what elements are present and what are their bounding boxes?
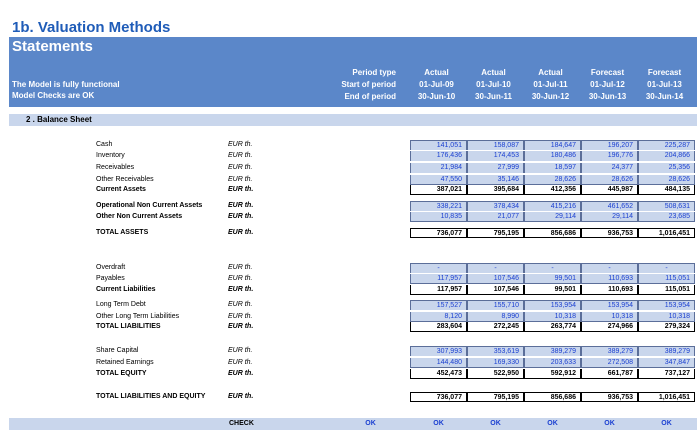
unit-label: EUR th. bbox=[228, 275, 253, 282]
value-cell: 737,127 bbox=[638, 369, 695, 379]
unit-label: EUR th. bbox=[228, 313, 253, 320]
row-label-current-assets: Current Assets bbox=[96, 186, 146, 193]
value-cell: 856,686 bbox=[524, 228, 581, 238]
end-date-actual-3: 30-Jun-12 bbox=[531, 92, 570, 101]
value-cell: 28,626 bbox=[524, 175, 581, 185]
unit-label: EUR th. bbox=[228, 176, 253, 183]
end-of-period-label: End of period bbox=[344, 92, 396, 101]
unit-label: EUR th. bbox=[228, 359, 253, 366]
value-cell: 338,221 bbox=[410, 201, 467, 211]
value-cell: 274,966 bbox=[581, 322, 638, 332]
end-date-actual-2: 30-Jun-11 bbox=[475, 92, 512, 101]
value-cell: 176,436 bbox=[410, 151, 467, 161]
value-cell: 389,279 bbox=[638, 346, 695, 356]
value-cell: 353,619 bbox=[467, 346, 524, 356]
value-cell: 283,604 bbox=[410, 322, 467, 332]
value-cell: - bbox=[524, 263, 581, 273]
value-cell: 592,912 bbox=[524, 369, 581, 379]
value-cell: 795,195 bbox=[467, 392, 524, 402]
check-result: OK bbox=[433, 420, 444, 427]
value-cell: 23,685 bbox=[638, 212, 695, 222]
value-cell: 736,077 bbox=[410, 392, 467, 402]
value-cell: 47,550 bbox=[410, 175, 467, 185]
unit-label: EUR th. bbox=[228, 286, 254, 293]
value-cell: 28,626 bbox=[581, 175, 638, 185]
unit-label: EUR th. bbox=[228, 370, 254, 377]
value-cell: 10,318 bbox=[638, 312, 695, 322]
row-label-total-assets: TOTAL ASSETS bbox=[96, 229, 149, 236]
row-label-total-liabilities-and-equity: TOTAL LIABILITIES AND EQUITY bbox=[96, 393, 206, 400]
start-date-forecast-2: 01-Jul-13 bbox=[647, 80, 682, 89]
value-cell: 661,787 bbox=[581, 369, 638, 379]
value-cell: 445,987 bbox=[581, 185, 638, 195]
statements-title: Statements bbox=[12, 38, 93, 55]
value-cell: - bbox=[410, 263, 467, 273]
section-bar bbox=[9, 114, 697, 126]
value-cell: 196,207 bbox=[581, 140, 638, 150]
value-cell: 155,710 bbox=[467, 300, 524, 310]
value-cell: 196,776 bbox=[581, 151, 638, 161]
check-result: OK bbox=[547, 420, 558, 427]
end-date-forecast-1: 30-Jun-13 bbox=[588, 92, 627, 101]
value-cell: 158,087 bbox=[467, 140, 524, 150]
row-label-other-receivables: Other Receivables bbox=[96, 176, 154, 183]
value-cell: 110,693 bbox=[581, 274, 638, 284]
unit-label: EUR th. bbox=[228, 202, 254, 209]
value-cell: 225,287 bbox=[638, 140, 695, 150]
value-cell: 29,114 bbox=[581, 212, 638, 222]
value-cell: 279,324 bbox=[638, 322, 695, 332]
row-label-other-non-current-assets: Other Non Current Assets bbox=[96, 213, 183, 220]
period-type-actual-2: Actual bbox=[481, 68, 506, 77]
value-cell: - bbox=[638, 263, 695, 273]
value-cell: 115,051 bbox=[638, 274, 695, 284]
unit-label: EUR th. bbox=[228, 141, 253, 148]
start-date-forecast-1: 01-Jul-12 bbox=[590, 80, 625, 89]
value-cell: 21,077 bbox=[467, 212, 524, 222]
value-cell: 452,473 bbox=[410, 369, 467, 379]
value-cell: 8,120 bbox=[410, 312, 467, 322]
check-result: OK bbox=[604, 420, 615, 427]
value-cell: 389,279 bbox=[524, 346, 581, 356]
check-result: OK bbox=[490, 420, 501, 427]
start-of-period-label: Start of period bbox=[341, 80, 396, 89]
row-label-retained-earnings: Retained Earnings bbox=[96, 359, 154, 366]
value-cell: 203,633 bbox=[524, 358, 581, 368]
value-cell: 117,957 bbox=[410, 274, 467, 284]
value-cell: 169,330 bbox=[467, 358, 524, 368]
unit-label: EUR th. bbox=[228, 164, 253, 171]
value-cell: 184,647 bbox=[524, 140, 581, 150]
value-cell: 307,993 bbox=[410, 346, 467, 356]
value-cell: 18,597 bbox=[524, 163, 581, 173]
check-result: OK bbox=[365, 420, 376, 427]
value-cell: 174,453 bbox=[467, 151, 524, 161]
row-label-cash: Cash bbox=[96, 141, 113, 148]
value-cell: 21,984 bbox=[410, 163, 467, 173]
value-cell: 24,377 bbox=[581, 163, 638, 173]
value-cell: 35,146 bbox=[467, 175, 524, 185]
value-cell: 522,950 bbox=[467, 369, 524, 379]
value-cell: 115,051 bbox=[638, 285, 695, 295]
row-label-overdraft: Overdraft bbox=[96, 264, 126, 271]
unit-label: EUR th. bbox=[228, 347, 253, 354]
unit-label: EUR th. bbox=[228, 186, 254, 193]
unit-label: EUR th. bbox=[228, 393, 254, 400]
value-cell: 117,957 bbox=[410, 285, 467, 295]
period-type-label: Period type bbox=[352, 68, 396, 77]
period-type-actual-3: Actual bbox=[538, 68, 563, 77]
value-cell: 272,245 bbox=[467, 322, 524, 332]
value-cell: 1,016,451 bbox=[638, 228, 695, 238]
value-cell: 378,434 bbox=[467, 201, 524, 211]
value-cell: 28,626 bbox=[638, 175, 695, 185]
row-label-operational-non-current-assets: Operational Non Current Assets bbox=[96, 202, 203, 209]
value-cell: 395,684 bbox=[467, 185, 524, 195]
start-date-actual-1: 01-Jul-09 bbox=[419, 80, 454, 89]
value-cell: 412,356 bbox=[524, 185, 581, 195]
value-cell: 157,527 bbox=[410, 300, 467, 310]
row-label-share-capital: Share Capital bbox=[96, 347, 139, 354]
row-label-other-long-term-liabilities: Other Long Term Liabilities bbox=[96, 313, 180, 320]
end-date-forecast-2: 30-Jun-14 bbox=[645, 92, 684, 101]
value-cell: 8,990 bbox=[467, 312, 524, 322]
section-title: 2 . Balance Sheet bbox=[26, 115, 92, 124]
value-cell: 389,279 bbox=[581, 346, 638, 356]
row-label-total-liabilities: TOTAL LIABILITIES bbox=[96, 323, 161, 330]
unit-label: EUR th. bbox=[228, 229, 254, 236]
unit-label: EUR th. bbox=[228, 152, 253, 159]
value-cell: 204,866 bbox=[638, 151, 695, 161]
page-title: 1b. Valuation Methods bbox=[12, 19, 171, 36]
unit-label: EUR th. bbox=[228, 213, 254, 220]
unit-label: EUR th. bbox=[228, 323, 254, 330]
value-cell: 99,501 bbox=[524, 274, 581, 284]
model-status-checks: Model Checks are OK bbox=[12, 91, 95, 100]
row-label-long-term-debt: Long Term Debt bbox=[96, 301, 146, 308]
value-cell: 107,546 bbox=[467, 285, 524, 295]
row-label-receivables: Receivables bbox=[96, 164, 135, 171]
end-date-actual-1: 30-Jun-10 bbox=[417, 92, 456, 101]
value-cell: 10,318 bbox=[581, 312, 638, 322]
start-date-actual-2: 01-Jul-10 bbox=[476, 80, 511, 89]
value-cell: 415,216 bbox=[524, 201, 581, 211]
period-type-forecast-1: Forecast bbox=[590, 68, 625, 77]
value-cell: 856,686 bbox=[524, 392, 581, 402]
row-label-total-equity: TOTAL EQUITY bbox=[96, 370, 147, 377]
value-cell: - bbox=[467, 263, 524, 273]
value-cell: 936,753 bbox=[581, 228, 638, 238]
value-cell: 110,693 bbox=[581, 285, 638, 295]
value-cell: 141,051 bbox=[410, 140, 467, 150]
value-cell: 107,546 bbox=[467, 274, 524, 284]
value-cell: 484,135 bbox=[638, 185, 695, 195]
value-cell: 263,774 bbox=[524, 322, 581, 332]
value-cell: 347,847 bbox=[638, 358, 695, 368]
check-label: CHECK bbox=[229, 420, 254, 427]
value-cell: 180,486 bbox=[524, 151, 581, 161]
value-cell: 736,077 bbox=[410, 228, 467, 238]
value-cell: 508,631 bbox=[638, 201, 695, 211]
start-date-actual-3: 01-Jul-11 bbox=[533, 80, 568, 89]
value-cell: 1,016,451 bbox=[638, 392, 695, 402]
unit-label: EUR th. bbox=[228, 301, 253, 308]
value-cell: 99,501 bbox=[524, 285, 581, 295]
value-cell: 25,356 bbox=[638, 163, 695, 173]
value-cell: 29,114 bbox=[524, 212, 581, 222]
value-cell: - bbox=[581, 263, 638, 273]
value-cell: 936,753 bbox=[581, 392, 638, 402]
period-type-forecast-2: Forecast bbox=[647, 68, 682, 77]
value-cell: 10,835 bbox=[410, 212, 467, 222]
value-cell: 461,652 bbox=[581, 201, 638, 211]
value-cell: 272,508 bbox=[581, 358, 638, 368]
check-result: OK bbox=[661, 420, 672, 427]
value-cell: 153,954 bbox=[638, 300, 695, 310]
value-cell: 27,999 bbox=[467, 163, 524, 173]
value-cell: 144,480 bbox=[410, 358, 467, 368]
value-cell: 153,954 bbox=[581, 300, 638, 310]
value-cell: 387,021 bbox=[410, 185, 467, 195]
row-label-current-liabilities: Current Liabilities bbox=[96, 286, 156, 293]
model-status-functional: The Model is fully functional bbox=[12, 80, 120, 89]
value-cell: 10,318 bbox=[524, 312, 581, 322]
unit-label: EUR th. bbox=[228, 264, 253, 271]
row-label-inventory: Inventory bbox=[96, 152, 125, 159]
value-cell: 153,954 bbox=[524, 300, 581, 310]
period-type-actual-1: Actual bbox=[424, 68, 449, 77]
row-label-payables: Payables bbox=[96, 275, 125, 282]
value-cell: 795,195 bbox=[467, 228, 524, 238]
